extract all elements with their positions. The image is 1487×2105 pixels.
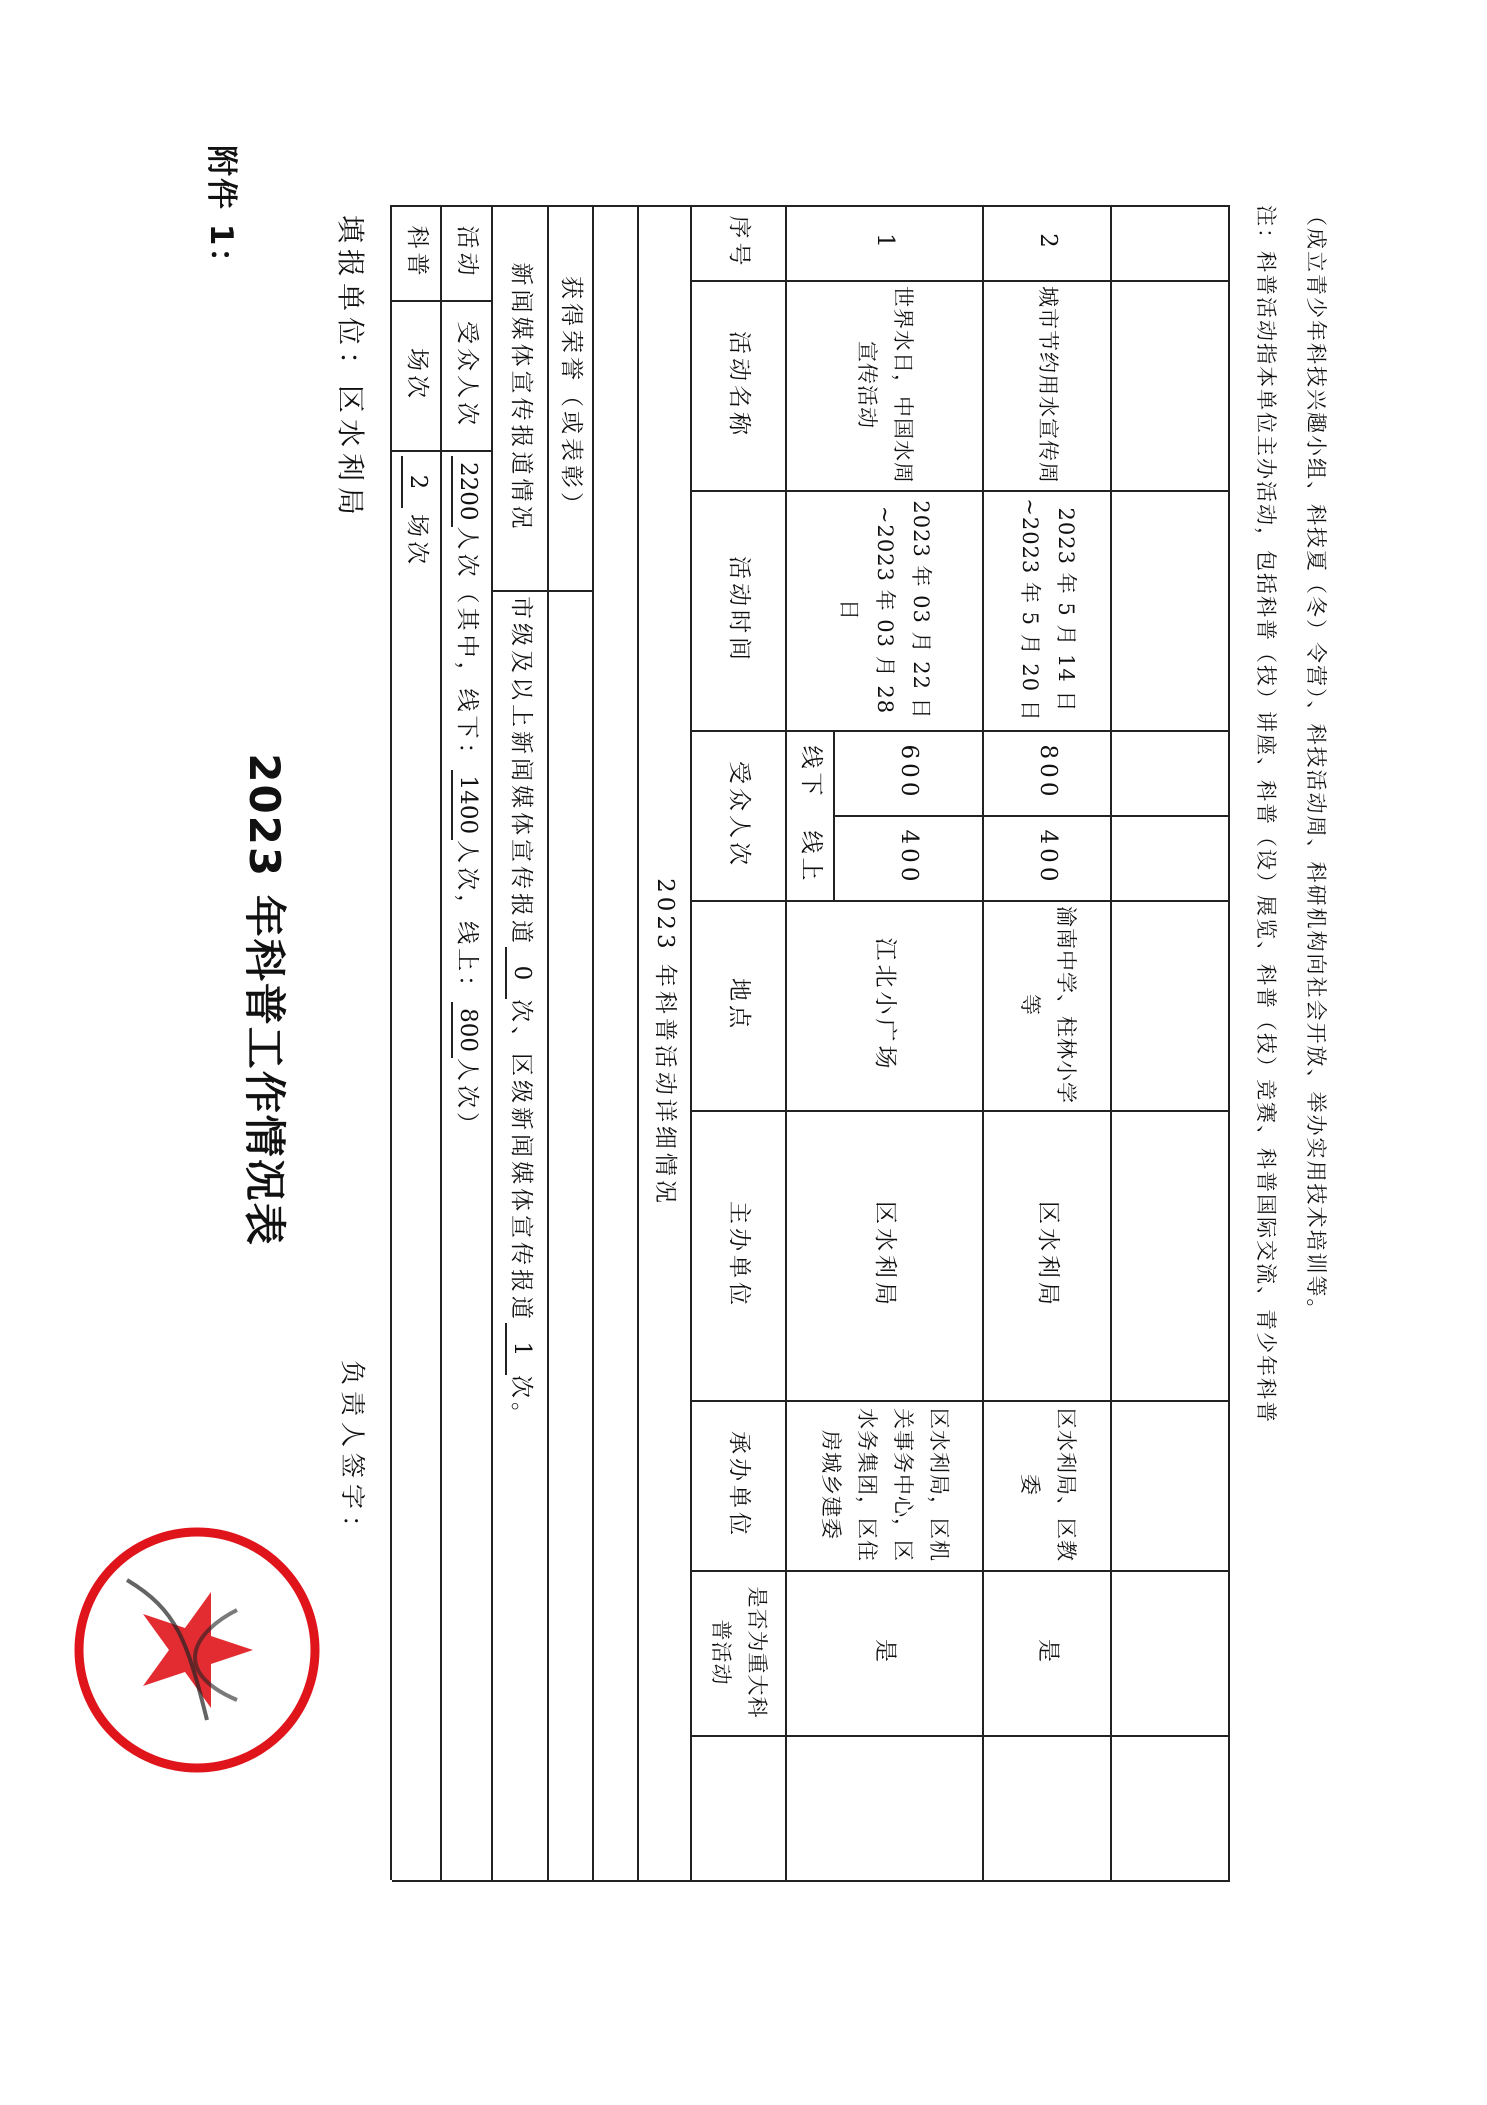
row1-host: 区水利局	[872, 1201, 899, 1309]
reporting-unit-value: 区水利局	[334, 385, 367, 522]
media-text-a: 市级及以上新闻媒体宣传报道	[508, 596, 534, 947]
responsible-signature-label: 负责人签字：	[338, 1360, 367, 1547]
page-title: 2023 年科普工作情况表	[240, 753, 289, 1247]
header-online: 线上	[798, 830, 824, 885]
audience-text-b: 人次，线上：	[454, 840, 481, 1003]
table-border	[1228, 205, 1230, 1880]
reporting-unit-label: 填报单位：	[334, 215, 367, 386]
row2-online: 400	[1035, 829, 1061, 886]
header-time: 活动时间	[726, 556, 753, 664]
audience-value-line	[442, 450, 493, 1880]
audience-total: 2200	[452, 456, 484, 527]
row1-no: 1	[872, 233, 899, 252]
honor-value	[549, 590, 594, 1880]
header-major: 是否为重大科普活动	[709, 1586, 770, 1719]
media-text-c: 次。	[508, 1375, 534, 1429]
sessions-label: 场次	[404, 348, 430, 402]
details-section-title: 2023 年科普活动详细情况	[652, 878, 679, 1207]
row1-major: 是	[872, 1639, 899, 1666]
audience-label: 受众人次	[454, 321, 481, 429]
row1-name: 世界水日，中国水周宣传活动	[855, 286, 916, 484]
header-audience: 受众人次	[726, 761, 753, 869]
row1-time-start: 2023 年 03 月 22 日	[909, 500, 934, 720]
sessions-value-line	[392, 450, 442, 1880]
reporting-unit-line	[332, 215, 372, 521]
audience-text-a: 人次（其中，线下：	[454, 526, 481, 770]
header-no: 序号	[726, 215, 753, 270]
summary-group-label-1: 科普	[404, 225, 430, 280]
row1-place: 江北小广场	[872, 937, 899, 1073]
table-border	[692, 1735, 1230, 1737]
row1-offline: 600	[896, 744, 923, 801]
header-place: 地点	[726, 978, 753, 1032]
row2-place: 渝南中学、柱林小学等	[1018, 906, 1078, 1104]
row2-offline: 800	[1035, 744, 1061, 801]
note-line-2: （成立青少年科技兴趣小组、科技夏（冬）令营）、科技活动周、科研机构向社会开放、举办实用技术培训等。	[1304, 205, 1328, 1322]
audience-text-c: 人次）	[454, 1058, 481, 1139]
table-border	[392, 1880, 1230, 1882]
official-seal	[67, 1520, 327, 1780]
row2-host: 区水利局	[1035, 1201, 1061, 1309]
header-host: 主办单位	[726, 1201, 753, 1309]
audience-online: 800	[452, 1002, 484, 1058]
row1-time	[787, 490, 984, 730]
media-text-b: 次、区级新闻媒体宣传报道	[508, 999, 534, 1323]
media-value-line	[493, 590, 549, 1880]
media-label: 新闻媒体宣传报道情况	[508, 262, 534, 533]
row2-time-start: 2023 年 5 月 14 日	[1054, 507, 1078, 713]
header-offline: 线下	[798, 745, 824, 800]
row2-time-end: ~2023 年 5 月 20 日	[1018, 498, 1042, 722]
row1-online: 400	[896, 829, 923, 886]
row2-organizer: 区水利局、区教委	[1018, 1408, 1078, 1562]
summary-group-label-2: 活动	[454, 225, 481, 280]
audience-offline: 1400	[452, 770, 484, 841]
note-line-1: 注：科普活动指本单位主办活动，包括科普（技）讲座、科普（设）展览、科普（技）竞赛、科普国际交流、青少年科普	[1254, 205, 1278, 1424]
honor-label: 获得荣誉（或表彰）	[558, 276, 585, 519]
header-name: 活动名称	[726, 331, 753, 439]
media-district-count: 1	[505, 1323, 537, 1375]
row1-time-end: ~2023 年 03 月 28 日	[837, 505, 898, 715]
header-organizer: 承办单位	[726, 1431, 753, 1539]
media-city-count: 0	[505, 947, 537, 999]
sessions-value: 2	[401, 456, 433, 508]
sessions-unit: 场次	[404, 514, 430, 568]
row2-time	[984, 490, 1112, 730]
row2-major: 是	[1035, 1639, 1061, 1666]
row2-no: 2	[1035, 233, 1061, 252]
row2-name: 城市节约用水宣传周	[1036, 286, 1060, 484]
row1-organizer: 区水利局，区机关事务中心，区水务集团，区住房城乡建委	[819, 1408, 952, 1562]
attachment-label: 附件 1：	[203, 145, 239, 281]
